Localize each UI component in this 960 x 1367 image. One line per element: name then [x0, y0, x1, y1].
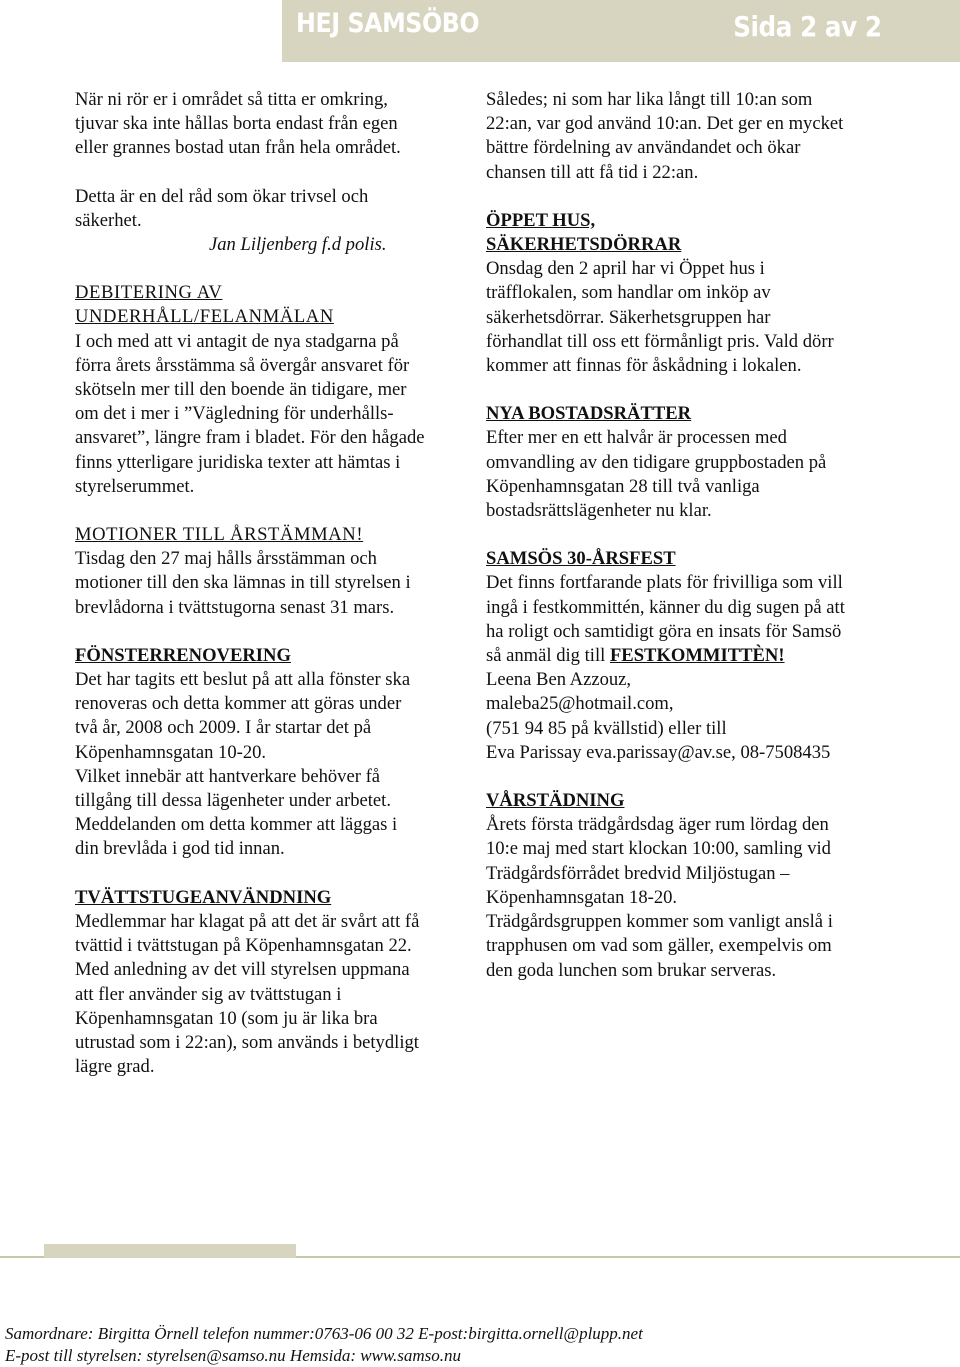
section-body-oppet-hus: Onsdag den 2 april har vi Öppet hus i träfflokalen, som handlar om inköp av säkerhetsdörrar. Säkerhetsgruppen har förhandlat till oss ett förmånligt pris. Vald dörr kommer att finnas för åskådning i lokalen.	[486, 258, 834, 377]
contact-phone-1: (751 94 85 på kvällstid) eller till	[486, 717, 727, 739]
section-heading-fonsterrenovering: FÖNSTERRENOVERING	[75, 644, 291, 666]
laundry-continued-paragraph: Således; ni som har lika långt till 10:an som 22:an, var god använd 10:an. Det ger en mycket bättre fördelning av användandet och ökar chansen till att få tid i 22:an.	[486, 89, 844, 183]
section-body-tvattstuga-1: Medlemmar har klagat på att det är svårt att få tvättid i tvättstugan på Köpenhamnsgatan 22.	[75, 910, 420, 957]
section-body-fonsterrenovering-2: Vilket innebär att hantverkare behöver få tillgång till dessa lägenheter under arbetet. Meddelanden om detta kommer att läggas i din brevlåda i god tid innan.	[75, 765, 398, 860]
contact-email-1: maleba25@hotmail.com,	[486, 693, 674, 715]
contact-2: Eva Parissay eva.parissay@av.se, 08-7508435	[486, 741, 831, 763]
arsfest-text: Det finns fortfarande plats för frivilliga som vill ingå i festkommittén, känner du dig sugen på att ha roligt och samtidigt göra en insats för Samsö så anmäl dig till	[486, 572, 845, 667]
section-body-bostadsratter: Efter mer en ett halvår är processen med omvandling av den tidigare gruppbostaden på Köpenhamnsgatan 28 till två vanliga bostadsrättslägenheter nu klar.	[486, 427, 827, 522]
newsletter-title: HEJ SAMSÖBO	[296, 8, 480, 39]
section-body-tvattstuga-2: Med anledning av det vill styrelsen uppmana att fler använder sig av tvättstugan i Köpenhamnsgatan 10 (som ju är lika bra utrustad som i 22:an), som används i betydligt lägre grad.	[75, 959, 419, 1078]
section-body-motioner: Tisdag den 27 maj hålls årsstämman och motioner till den ska lämnas in till styrelsen i brevlådorna i tvättstugorna senast 31 mars.	[75, 548, 411, 618]
section-body-debitering: I och med att vi antagit de nya stadgarna på förra årets årsstämma så övergår ansvaret för skötseln mer till den boende än tidigare, mer om det i mer i ”Vägledning för underhålls-ansvaret”, längre fram i bladet. För den hågade finns ytterligare juridiska texter att hämtas i styrelserummet.	[75, 330, 425, 497]
section-body-varstadning-2: Trädgårdsgruppen kommer som vanligt anslå i trapphusen om vad som gäller, exempelvis om den goda lunchen som brukar serveras.	[486, 911, 833, 981]
safety-paragraph: Detta är en del råd som ökar trivsel och säkerhet.	[75, 185, 369, 231]
section-heading-sakerhetsdorrar: SÄKERHETSDÖRRAR	[486, 234, 682, 256]
section-heading-oppet-hus: ÖPPET HUS,	[486, 209, 596, 231]
section-heading-motioner: MOTIONER TILL ÅRSTÄMMAN!	[75, 524, 364, 546]
section-heading-debitering: DEBITERING AV UNDERHÅLL/FELANMÄLAN	[75, 282, 334, 328]
section-heading-varstadning: VÅRSTÄDNING	[486, 790, 625, 812]
section-heading-arsfest: SAMSÖS 30-ÅRSFEST	[486, 548, 676, 570]
left-column	[75, 88, 425, 1079]
right-column	[486, 88, 846, 983]
section-body-varstadning-1: Årets första trädgårdsdag äger rum lördag den 10:e maj med start klockan 10:00, samling vid Trädgårdsförrådet bredvid Miljöstugan – Köpenhamnsgatan 18-20.	[486, 814, 831, 908]
section-body-arsfest	[486, 571, 846, 668]
footer-board-contact: E-post till styrelsen: styrelsen@samso.nu Hemsida: www.samso.nu	[5, 1346, 462, 1365]
festkommitten-link: FESTKOMMITTÈN!	[609, 645, 785, 667]
footer-coordinator: Samordnare: Birgitta Örnell telefon nummer:0763-06 00 32 E-post:birgitta.ornell@plupp.net	[5, 1324, 643, 1343]
section-body-fonsterrenovering-1: Det har tagits ett beslut på att alla fönster ska renoveras och detta kommer att göras under två år, 2008 och 2009. I år startar det på Köpenhamnsgatan 10-20.	[75, 669, 411, 763]
intro-paragraph: När ni rör er i området så titta er omkring, tjuvar ska inte hållas borta endast från egen eller grannes bostad utan från hela området.	[75, 89, 401, 159]
section-heading-bostadsratter: NYA BOSTADSRÄTTER	[486, 403, 692, 425]
author-signature: Jan Liljenberg f.d polis.	[209, 234, 387, 256]
page-indicator: Sida 2 av 2	[733, 10, 882, 43]
footer-accent-block	[44, 1244, 296, 1258]
section-heading-tvattstuga: TVÄTTSTUGEANVÄNDNING	[75, 886, 332, 908]
contact-name-1: Leena Ben Azzouz,	[486, 669, 632, 691]
